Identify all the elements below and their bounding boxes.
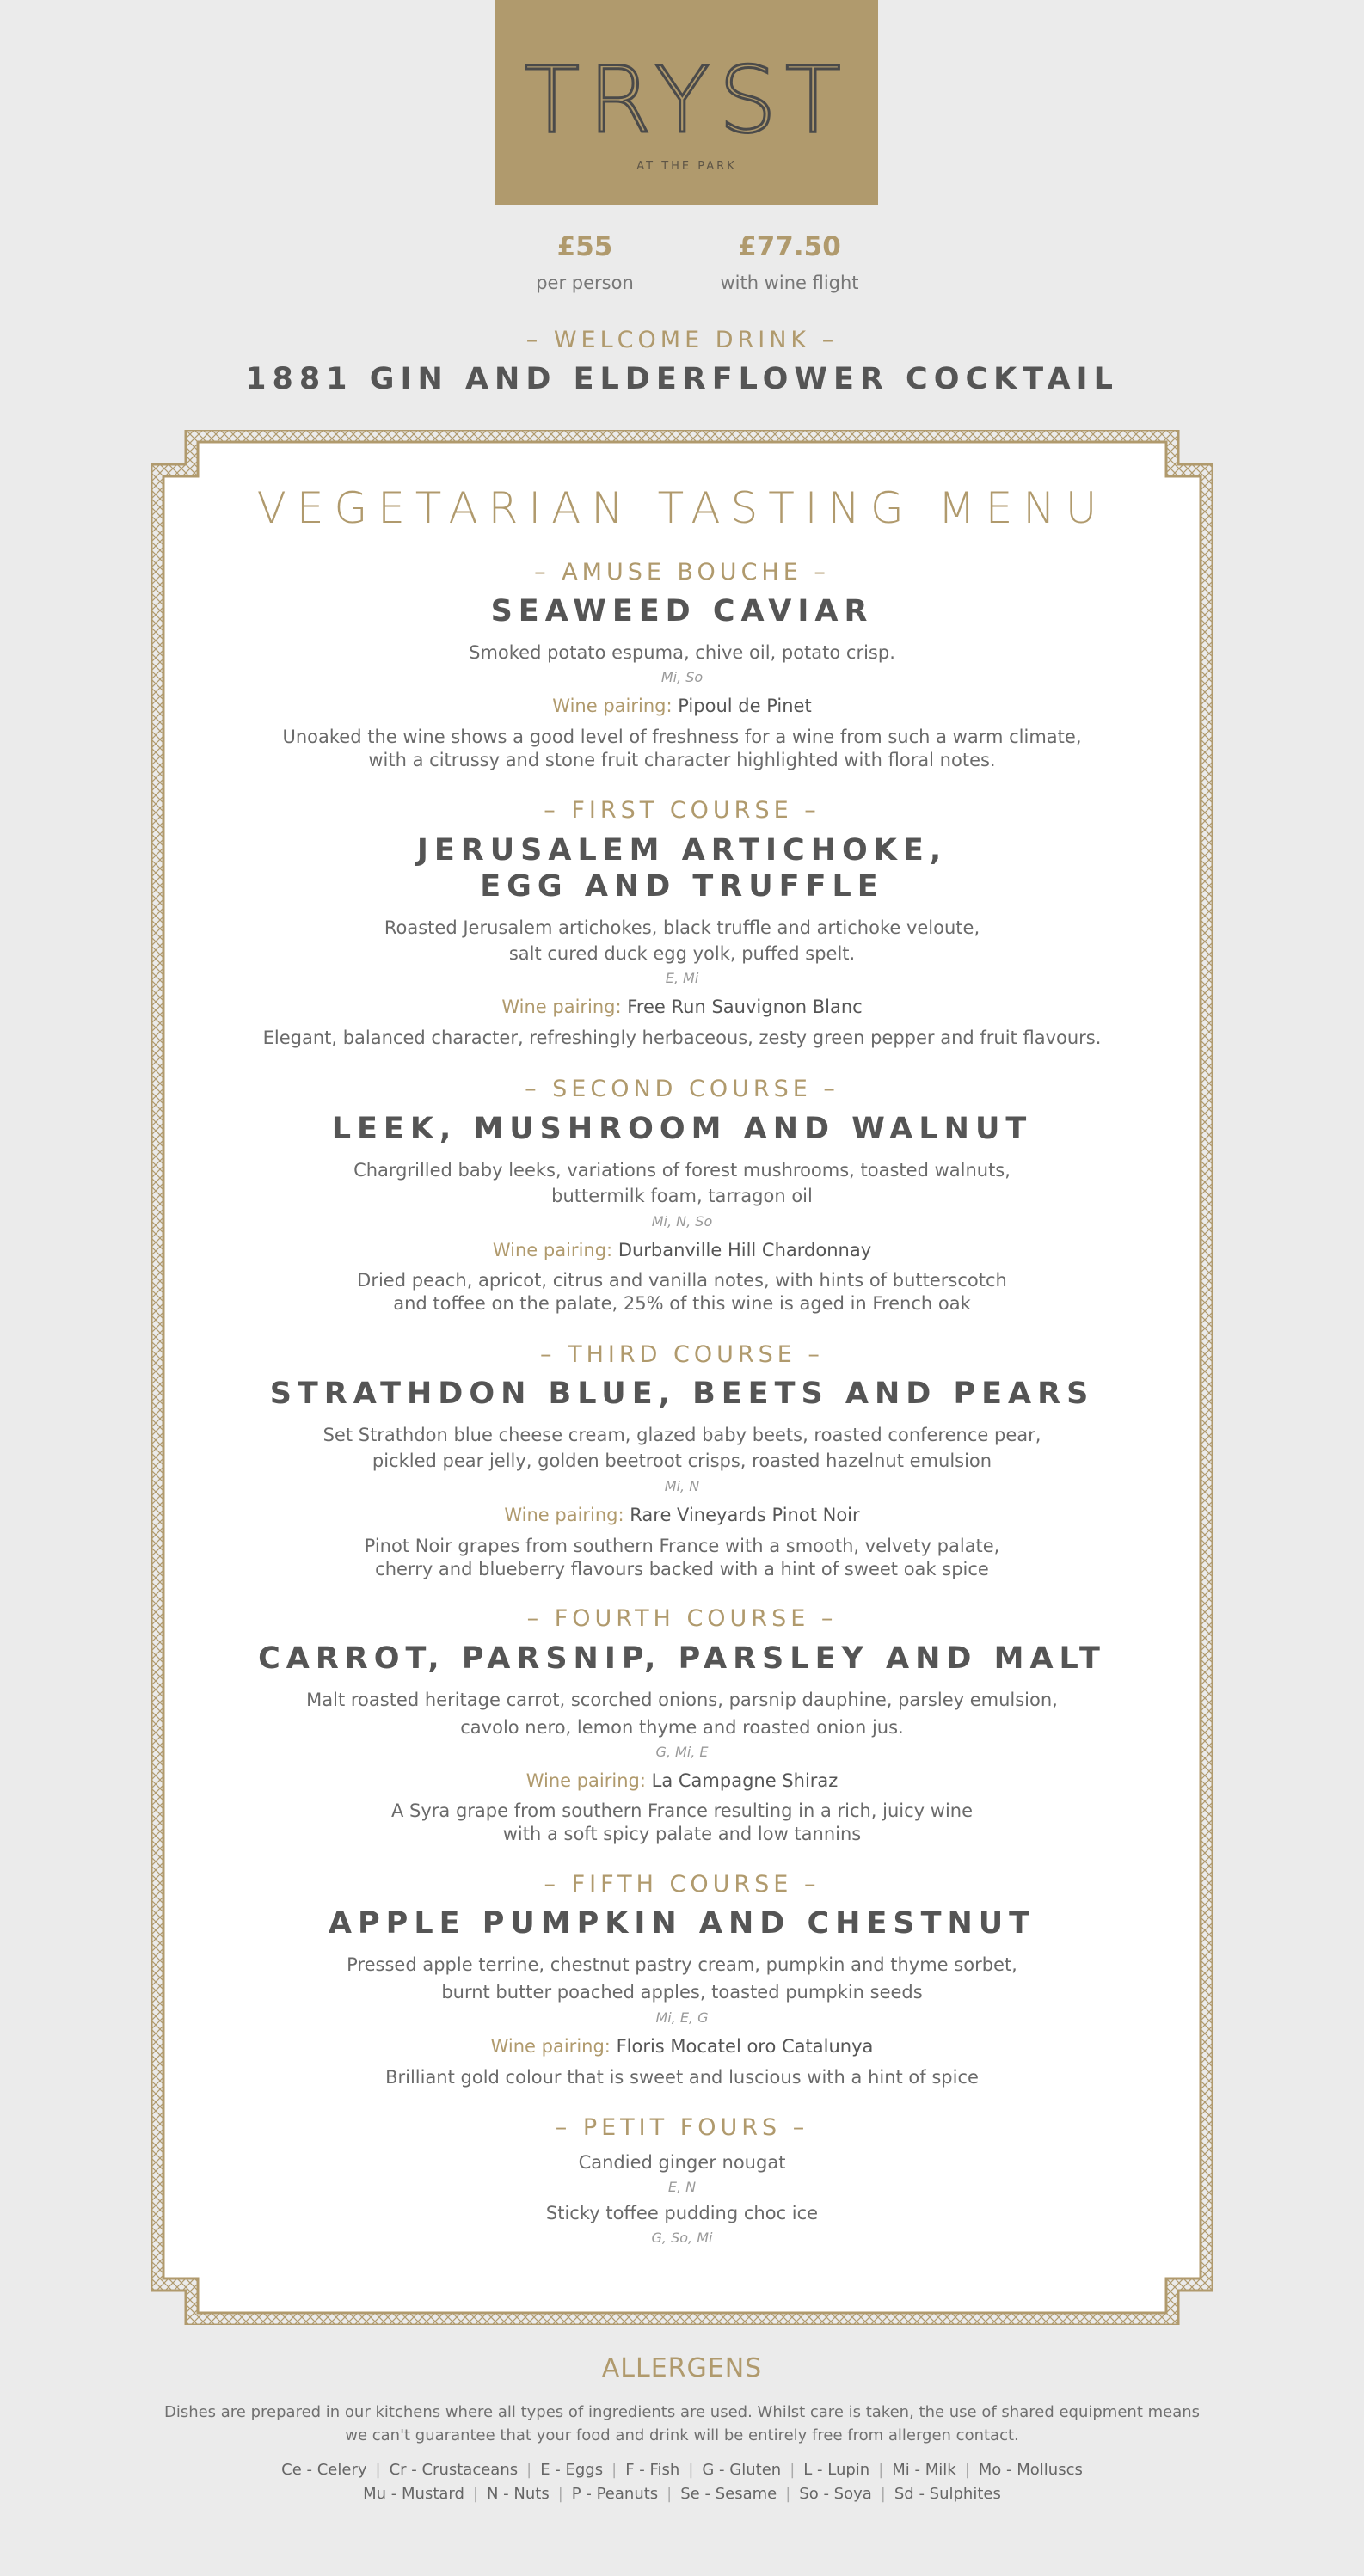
course-label: – FOURTH COURSE – — [526, 1605, 838, 1632]
course-label: – AMUSE BOUCHE – — [534, 559, 830, 586]
dish-description: buttermilk foam, tarragon oil — [551, 1186, 813, 1206]
wine-notes: cherry and blueberry flavours backed with a hint of sweet oak spice — [375, 1559, 989, 1579]
allergen-key: E - Eggs — [540, 2461, 604, 2479]
wine-pairing-label: Wine pairing: — [504, 1505, 624, 1525]
wine-notes: with a citrussy and stone fruit character highlighted with floral notes. — [368, 750, 996, 770]
dish-description: Pressed apple terrine, chestnut pastry cream, pumpkin and thyme sorbet, — [347, 1954, 1017, 1975]
dish-description: Chargrilled baby leeks, variations of forest mushrooms, toasted walnuts, — [353, 1160, 1011, 1181]
price-amount: £77.50 — [738, 231, 841, 262]
dish-description: salt cured duck egg yolk, puffed spelt. — [508, 943, 856, 964]
allergens-note — [0, 2401, 1364, 2447]
dish-description: Malt roasted heritage carrot, scorched onions, parsnip dauphine, parsley emulsion, — [306, 1690, 1058, 1710]
price-label: with wine flight — [720, 273, 859, 293]
wine-name: Durbanville Hill Chardonnay — [617, 1240, 872, 1260]
allergen-key: L - Lupin — [803, 2461, 870, 2479]
wine-pairing-label: Wine pairing: — [501, 997, 622, 1017]
wine-pairing-label: Wine pairing: — [525, 1770, 646, 1791]
allergens-title: ALLERGENS — [601, 2353, 763, 2383]
dish-title: STRATHDON BLUE, BEETS AND PEARS — [269, 1377, 1095, 1411]
allergen-key: Cr - Crustaceans — [389, 2461, 519, 2479]
wine-pairing — [0, 1506, 1364, 1524]
welcome-drink-name: 1881 GIN AND ELDERFLOWER COCKTAIL — [245, 362, 1119, 396]
allergen-key: Sd - Sulphites — [894, 2485, 1001, 2503]
allergen-key: G - Gluten — [702, 2461, 782, 2479]
dish-allergens: G, Mi, E — [655, 1744, 709, 1760]
logo-subtitle: AT THE PARK — [636, 160, 737, 173]
course-label: – PETIT FOURS – — [555, 2114, 809, 2141]
wine-pairing — [0, 2038, 1364, 2056]
dish-allergens: E, N — [667, 2179, 697, 2195]
dish-allergens: G, So, Mi — [651, 2229, 713, 2246]
wine-pairing-label: Wine pairing: — [492, 1240, 613, 1260]
course-label: – FIRST COURSE – — [544, 797, 820, 824]
petit-four-item: Candied ginger nougat — [578, 2152, 786, 2173]
dish-title: CARROT, PARSNIP, PARSLEY AND MALT — [258, 1641, 1106, 1676]
allergen-key: Ce - Celery — [281, 2461, 367, 2479]
wine-notes: and toffee on the palate, 25% of this wine is aged in French oak — [393, 1293, 971, 1314]
price-with-wine — [712, 231, 867, 293]
logo — [495, 0, 878, 205]
dish-allergens: E, Mi — [665, 970, 699, 986]
dish-allergens: Mi, N — [664, 1478, 700, 1494]
price-label: per person — [536, 273, 634, 293]
dish-allergens: Mi, N, So — [651, 1213, 713, 1230]
allergen-key-row: Mu - Mustard | N - Nuts | P - Peanuts | Se - Sesame | So - Soya | Sd - Sulphites — [363, 2485, 1001, 2503]
wine-notes: Dried peach, apricot, citrus and vanilla notes, with hints of butterscotch — [357, 1270, 1007, 1291]
wine-pairing — [0, 1772, 1364, 1790]
allergen-key: F - Fish — [625, 2461, 680, 2479]
allergen-key: P - Peanuts — [571, 2485, 659, 2503]
wine-pairing-label: Wine pairing: — [490, 2036, 611, 2057]
allergen-key: Mi - Milk — [892, 2461, 956, 2479]
course-label: – THIRD COURSE – — [540, 1341, 824, 1368]
wine-pairing — [0, 697, 1364, 715]
logo-wordmark: TRYST — [524, 47, 850, 153]
wine-notes: with a soft spicy palate and low tannins — [502, 1824, 862, 1844]
dish-title: APPLE PUMPKIN AND CHESTNUT — [328, 1906, 1036, 1941]
wine-pairing-label: Wine pairing: — [552, 696, 673, 716]
allergen-key: So - Soya — [799, 2485, 872, 2503]
allergen-key: Mo - Molluscs — [978, 2461, 1083, 2479]
price-amount: £55 — [556, 231, 613, 262]
wine-name: Floris Mocatel oro Catalunya — [616, 2036, 874, 2057]
course-label: – SECOND COURSE – — [525, 1076, 839, 1102]
wine-notes: A Syra grape from southern France resulting in a rich, juicy wine — [390, 1800, 974, 1821]
dish-allergens: Mi, So — [660, 669, 704, 685]
dish-allergens: Mi, E, G — [655, 2009, 709, 2026]
wine-notes: Unoaked the wine shows a good level of freshness for a wine from such a warm climate, — [282, 727, 1082, 747]
wine-name: La Campagne Shiraz — [651, 1770, 839, 1791]
allergen-key: Se - Sesame — [680, 2485, 777, 2503]
price-per-person — [516, 231, 654, 293]
allergen-key: Mu - Mustard — [363, 2485, 464, 2503]
dish-title: JERUSALEM ARTICHOKE, — [416, 833, 948, 868]
course-label: – FIFTH COURSE – — [544, 1871, 820, 1898]
petit-four-item: Sticky toffee pudding choc ice — [545, 2203, 819, 2223]
dish-title: LEEK, MUSHROOM AND WALNUT — [331, 1112, 1033, 1146]
dish-description: Smoked potato espuma, chive oil, potato crisp. — [469, 642, 895, 663]
dish-title: SEAWEED CAVIAR — [490, 594, 874, 629]
dish-description: cavolo nero, lemon thyme and roasted onion jus. — [460, 1717, 904, 1738]
menu-title: VEGETARIAN TASTING MENU — [256, 483, 1108, 533]
dish-description: pickled pear jelly, golden beetroot crisps, roasted hazelnut emulsion — [372, 1451, 992, 1471]
allergens-note-line: we can't guarantee that your food and drink will be entirely free from allergen contact. — [345, 2426, 1019, 2444]
dish-description: burnt butter poached apples, toasted pumpkin seeds — [441, 1982, 923, 2003]
dish-description: Set Strathdon blue cheese cream, glazed baby beets, roasted conference pear, — [323, 1425, 1041, 1445]
wine-name: Rare Vineyards Pinot Noir — [630, 1505, 860, 1525]
wine-notes: Elegant, balanced character, refreshingly herbaceous, zesty green pepper and fruit flavours. — [262, 1027, 1102, 1048]
wine-name: Pipoul de Pinet — [678, 696, 812, 716]
dish-description: Roasted Jerusalem artichokes, black truffle and artichoke veloute, — [384, 917, 980, 938]
dish-title: EGG AND TRUFFLE — [480, 869, 884, 904]
allergens-note-line: Dishes are prepared in our kitchens where all types of ingredients are used. Whilst care is taken, the use of shared equipment means — [163, 2403, 1201, 2421]
allergen-key: N - Nuts — [487, 2485, 550, 2503]
wine-notes: Pinot Noir grapes from southern France with a smooth, velvety palate, — [364, 1536, 1000, 1556]
wine-pairing — [0, 1242, 1364, 1260]
wine-notes: Brilliant gold colour that is sweet and luscious with a hint of spice — [385, 2067, 979, 2088]
allergen-key-row: Ce - Celery | Cr - Crustaceans | E - Eggs | F - Fish | G - Gluten | L - Lupin | Mi - Milk | Mo - Molluscs — [281, 2461, 1083, 2479]
welcome-drink-label: – WELCOME DRINK – — [525, 327, 839, 353]
wine-pairing — [0, 998, 1364, 1016]
wine-name: Free Run Sauvignon Blanc — [627, 997, 863, 1017]
